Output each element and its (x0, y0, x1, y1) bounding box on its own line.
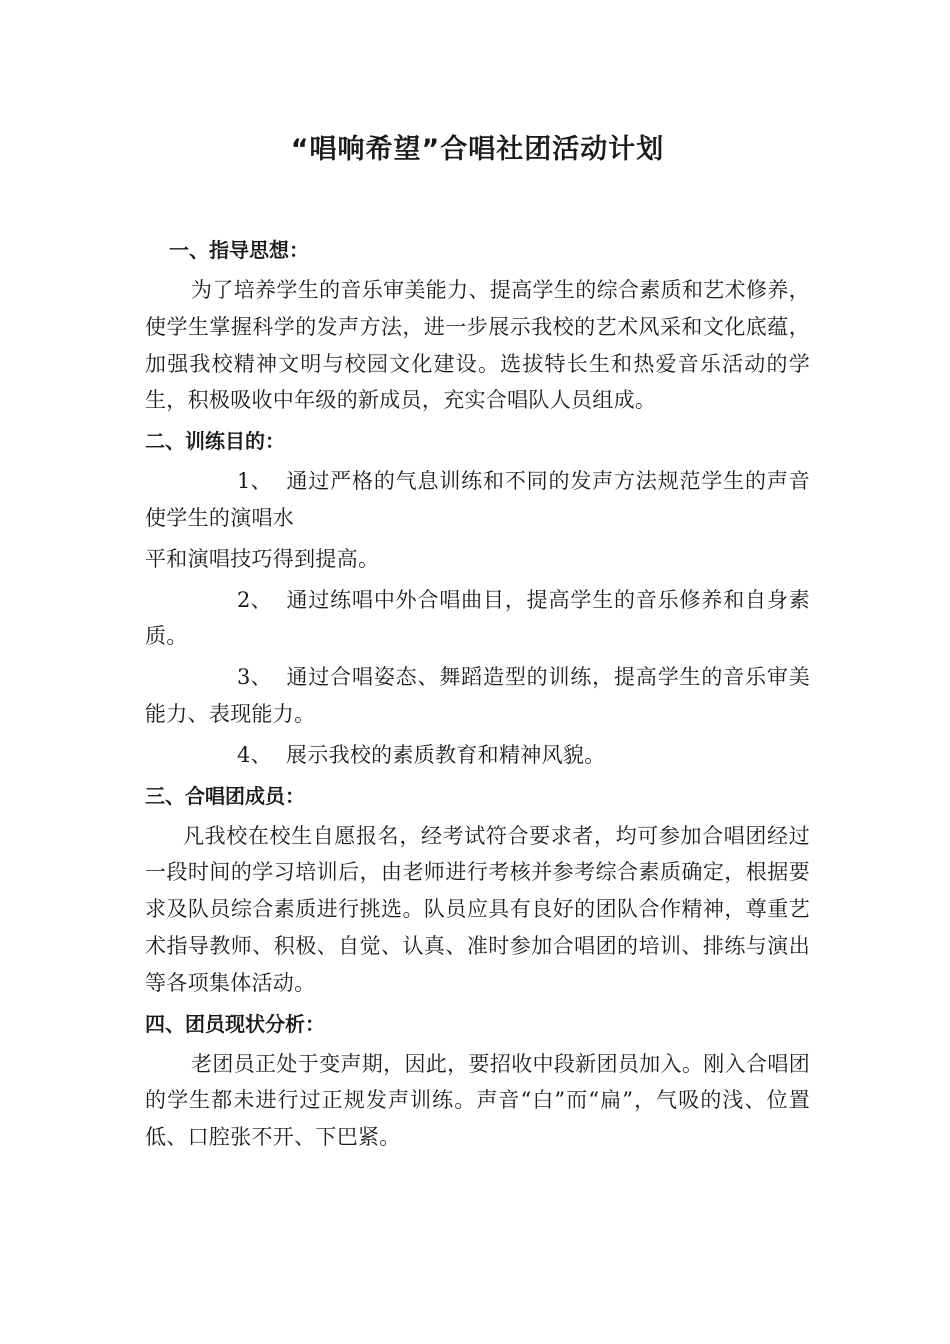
list-item-number: 3、 (237, 665, 272, 690)
list-item-text: 通过严格的气息训练和不同的发声方法规范学生的声音使学生的演唱水 (145, 469, 810, 530)
list-item (145, 737, 810, 774)
list-item-number: 2、 (237, 587, 272, 612)
document-title: “唱响希望”合唱社团活动计划 (290, 134, 665, 165)
section-paragraph: 为了培养学生的音乐审美能力、提高学生的综合素质和艺术修养，使学生掌握科学的发声方法，进一步展示我校的艺术风采和文化底蕴，加强我校精神文明与校园文化建设。选拔特长生和热爱音乐活动的学生，积极吸收中年级的新成员，充实合唱队人员组成。 (145, 278, 810, 413)
section-heading-guiding-thought: 一、指导思想： (169, 238, 309, 262)
section-paragraph: 老团员正处于变声期，因此，要招收中段新团员加入。刚入合唱团的学生都未进行过正规发声训练。声音“白”而“扁”，气吸的浅、位置低、口腔张不开、下巴紧。 (145, 1051, 810, 1150)
list-item (145, 659, 810, 733)
list-item-continuation: 平和演唱技巧得到提高。 (145, 546, 380, 571)
list-item-text: 通过合唱姿态、舞蹈造型的训练，提高学生的音乐审美能力、表现能力。 (145, 665, 810, 726)
list-item-number: 4、 (237, 742, 272, 767)
section-heading-training-goals: 二、训练目的： (145, 429, 285, 454)
list-item (145, 582, 810, 656)
list-item-text: 通过练唱中外合唱曲目，提高学生的音乐修养和自身素质。 (145, 587, 810, 649)
document-body (145, 232, 810, 1160)
list-item-text: 展示我校的素质教育和精神风貌。 (285, 742, 606, 767)
section-heading-choir-members: 三、合唱团成员： (145, 783, 305, 808)
section-paragraph: 凡我校在校生自愿报名，经考试符合要求者，均可参加合唱团经过一段时间的学习培训后，由老师进行考核并参考综合素质确定，根据要求及队员综合素质进行挑选。队员应具有良好的团队合作精神，尊重艺术指导教师、积极、自觉、认真、准时参加合唱团的培训、排练与演出等各项集体活动。 (145, 823, 810, 995)
section-heading-member-analysis: 四、团员现状分析： (145, 1011, 325, 1036)
list-item-number: 1、 (237, 469, 272, 494)
list-item (145, 463, 810, 537)
